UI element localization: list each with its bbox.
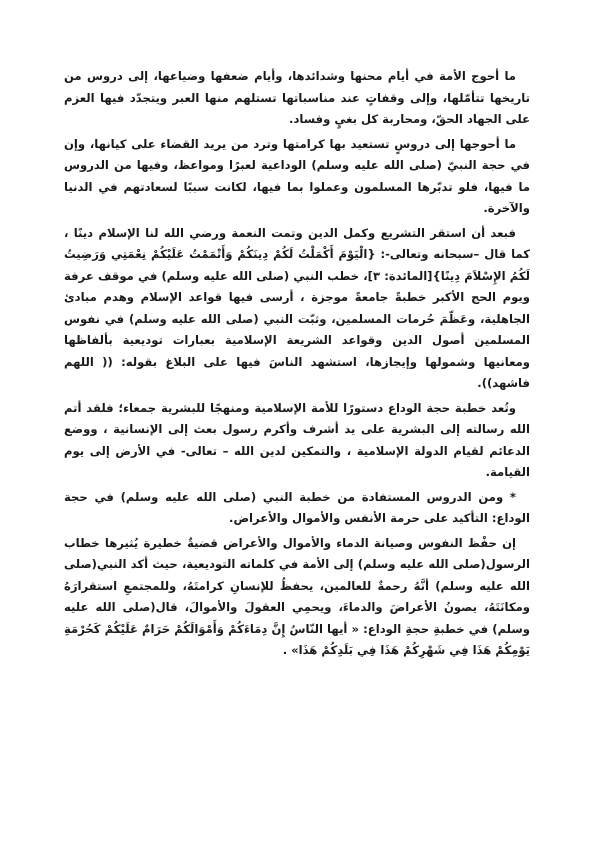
paragraph-5: * ومن الدروس المستفادة من خطبة النبي (صلى الله عليه وسلم) في حجة الوداع: التأكيد على حرمة الأنفس والأموال والأعراض.: [64, 489, 530, 525]
paragraph-3: فبعد أن استقر التشريع وكمل الدين وتمت النعمة ورضي الله لنا الإسلام دينًا ، كما قال –سبحانه وتعالى-: {الْيَوْمَ أَكْمَلْتُ لَكُمْ دِينَكُمْ وَأَتْمَمْتُ عَلَيْكُمْ نِعْمَتِي وَرَضِيتُ لَكُمُ الإِسْلاَمَ دِينًا}[المائدة: ٣]، خطب النبي (صلى الله عليه وسلم) في موقف عرفة ويوم الحج الأكبر خطبةً جامعةً موجزة ، أرسى فيها قواعد الإسلام وهدم مبادئ الجاهلية، وعَظّمَ حُرمات المسلمين، وثبّت النبي (صلى الله عليه وسلم) في نفوس المسلمين أصول الدين وقواعد الشريعة الإسلامية بعبارات توديعية بألفاظها ومعانيها وشمولها وإيجازها، استشهد الناسَ فيها على البلاغ بقوله: (( اللهم فاشهد)).: [64, 225, 530, 390]
paragraph-2: ما أحوجها إلى دروسٍ تستعيد بها كرامتها وترد من يريد القضاء على كيانها، وإن في حجة النبيّ (صلى الله عليه وسلم) الوداعية لعبرًا ومواعظ، وفيها من الدروس ما فيها، فلو تدبّرها المسلمون وعملوا بما فيها، لكانت سببًا لسعادتهم في الدنيا والآخرة.: [64, 136, 530, 215]
paragraph-4: وتُعد خطبة حجة الوداع دستورًا للأمة الإسلامية ومنهجًا للبشرية جمعاء؛ فلقد أتم الله رسالته إلى البشرية على يد أشرف وأكرم رسول بعث إلى الإنسانية ، ووضع الدعائم لقيام الدولة الإسلامية ، والتمكين لدين الله – تعالى- في الأرض إلى يوم القيامة.: [64, 400, 530, 479]
document-page: [64, 66, 530, 786]
paragraph-6: إن حفْظ النفوس وصيانة الدماء والأموال والأعراض قضيةٌ خطيرة يُثيرها خطاب الرسول(صلى الله عليه وسلم) إلى الأمة في كلماته التوديعية، حيث أكد النبي(صلى الله عليه وسلم) أنَّهُ رحمةٌ للعالمين، يحفظُ للإنسانِ كرامتَهُ، وللمجتمعِ استقرارَهُ ومكانَتَهُ، يصونُ الأعراضَ والدماءَ، ويحمِي العقولَ والأموالَ، قال(صلى الله عليه وسلم) في خطبةِ حجةِ الوداع: « أيها النّاسُ إِنَّ دِمَاءَكُمْ وَأَمْوَالَكُمْ حَرَامٌ عَلَيْكُمْ كَحُرْمَةِ يَوْمِكُمْ هَذَا فِي شَهْرِكُمْ هَذَا فِي بَلَدِكُمْ هَذَا» .: [64, 535, 530, 657]
paragraph-1: ما أحوج الأمة في أيام محنها وشدائدها، وأيام ضعفها وضياعها، إلى دروس من تاريخها تتأمّلها، وإلى وقفاتٍ عند مناسباتها تستلهم منها العبر ويتجدّد فيها العزم على الجهاد الحقّ، ومحاربة كل بغيٍ وفساد.: [64, 69, 530, 126]
